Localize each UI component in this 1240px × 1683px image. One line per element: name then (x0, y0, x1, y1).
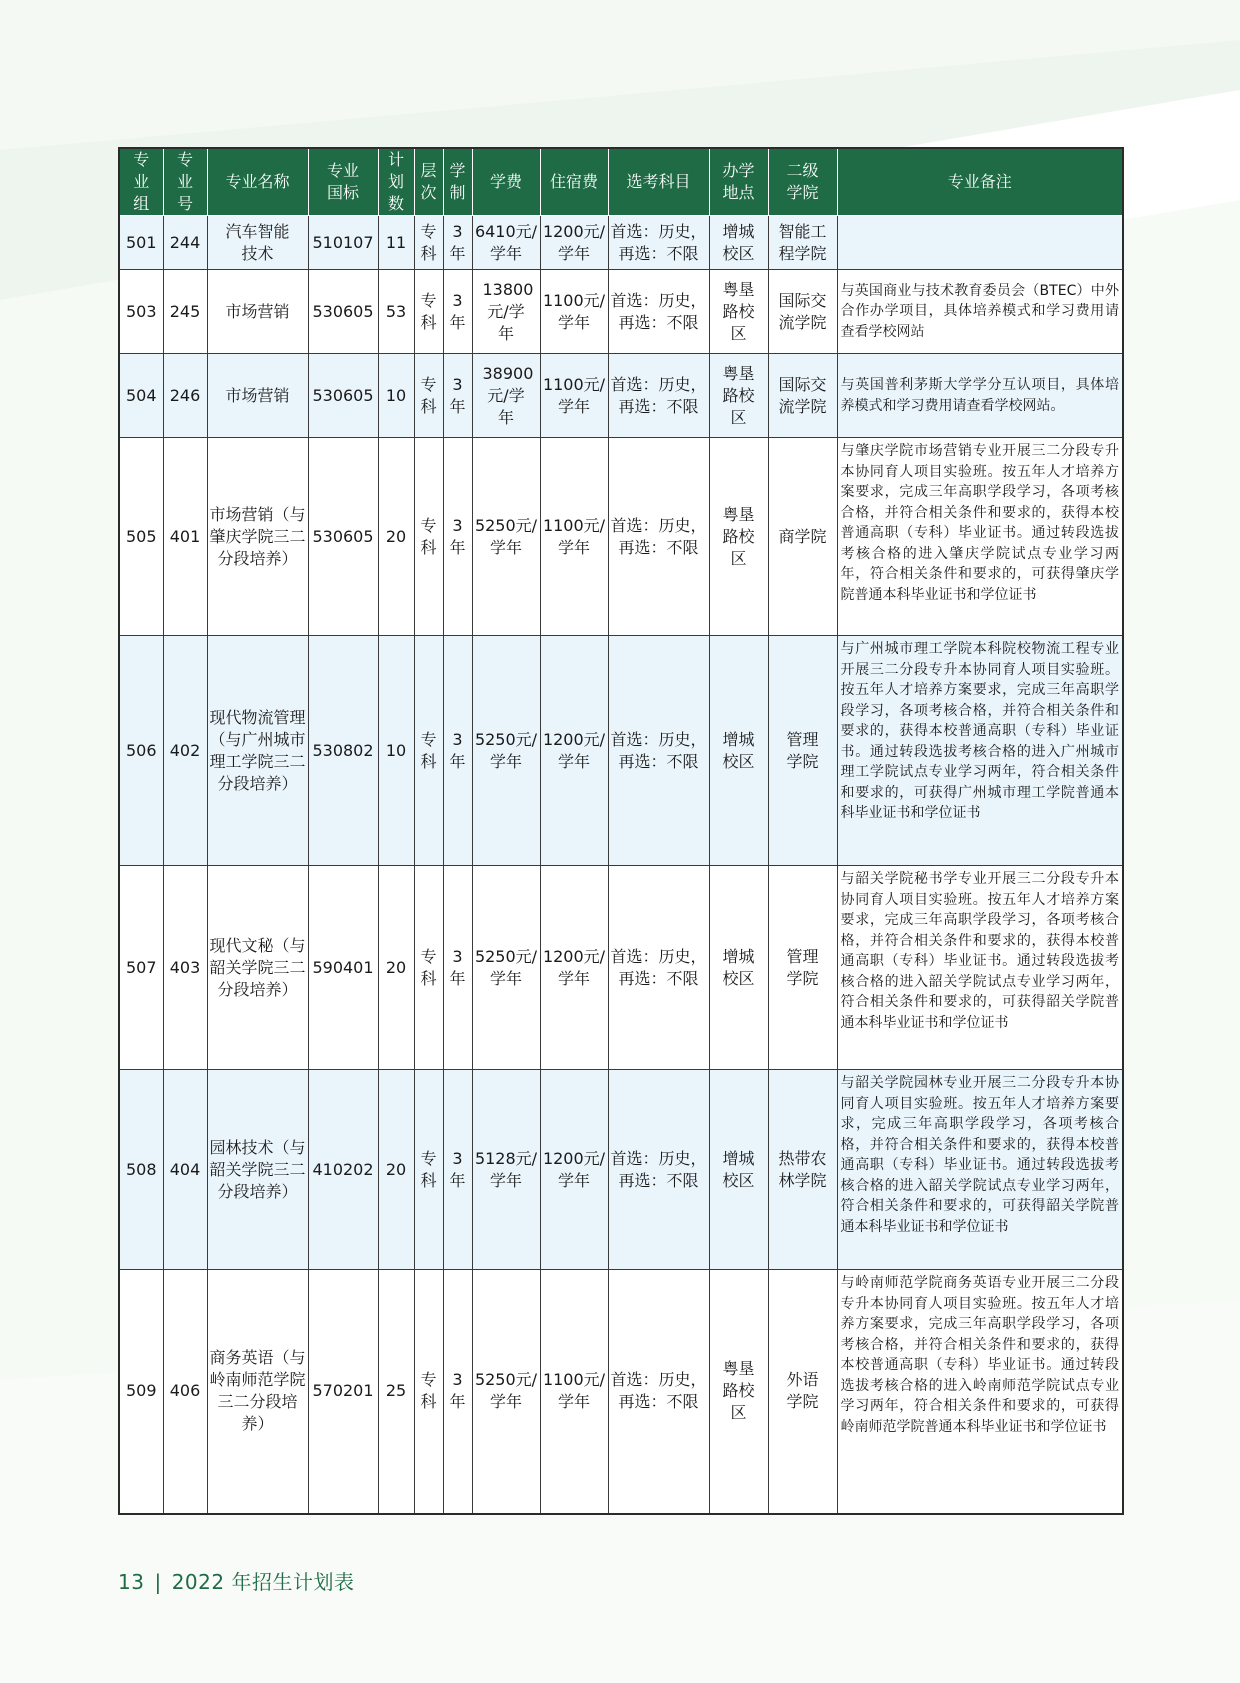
cell-subjects: 首选：历史，再选：不限 (608, 354, 709, 438)
cell-code: 404 (163, 1070, 207, 1270)
cell-remark (837, 216, 1123, 270)
cell-dorm: 1200元/学年 (540, 636, 608, 866)
cell-remark: 与英国普利茅斯大学学分互认项目，具体培养模式和学习费用请查看学校网站。 (837, 354, 1123, 438)
cell-dorm: 1200元/学年 (540, 216, 608, 270)
cell-fee: 5250元/学年 (472, 438, 540, 636)
cell-college: 管理学院 (768, 866, 837, 1070)
cell-name: 市场营销（与肇庆学院三二分段培养） (207, 438, 308, 636)
cell-dorm: 1100元/学年 (540, 438, 608, 636)
cell-plan: 25 (378, 1270, 414, 1514)
table-row (119, 438, 1123, 636)
cell-name: 商务英语（与岭南师范学院三二分段培养） (207, 1270, 308, 1514)
cell-fee: 5128元/学年 (472, 1070, 540, 1270)
cell-dorm: 1100元/学年 (540, 354, 608, 438)
cell-years: 3年 (443, 438, 472, 636)
header-std: 专业国标 (308, 148, 378, 216)
cell-name: 市场营销 (207, 270, 308, 354)
cell-group: 503 (119, 270, 163, 354)
cell-fee: 5250元/学年 (472, 866, 540, 1070)
table-header-row (119, 148, 1123, 216)
cell-name: 现代文秘（与韶关学院三二分段培养） (207, 866, 308, 1070)
cell-name: 市场营销 (207, 354, 308, 438)
cell-subjects: 首选：历史，再选：不限 (608, 270, 709, 354)
cell-dorm: 1100元/学年 (540, 270, 608, 354)
cell-group: 505 (119, 438, 163, 636)
cell-college: 国际交流学院 (768, 270, 837, 354)
cell-subjects: 首选：历史，再选：不限 (608, 438, 709, 636)
cell-college: 商学院 (768, 438, 837, 636)
cell-fee: 5250元/学年 (472, 1270, 540, 1514)
enrollment-plan-table (118, 147, 1124, 1515)
cell-level: 专科 (414, 1270, 443, 1514)
cell-plan: 10 (378, 636, 414, 866)
cell-remark: 与韶关学院秘书学专业开展三二分段专升本协同育人项目实验班。按五年人才培养方案要求，完成三年高职学段学习，各项考核合格，并符合相关条件和要求的，获得本校普通高职（专科）毕业证书。通过转段选拔考核合格的进入韶关学院试点专业学习两年，符合相关条件和要求的，可获得韶关学院普通本科毕业证书和学位证书 (837, 866, 1123, 1070)
table-row (119, 270, 1123, 354)
cell-group: 507 (119, 866, 163, 1070)
cell-years: 3年 (443, 1270, 472, 1514)
cell-fee: 5250元/学年 (472, 636, 540, 866)
cell-code: 401 (163, 438, 207, 636)
cell-campus: 粤垦路校区 (709, 1270, 768, 1514)
table-row (119, 1270, 1123, 1514)
cell-years: 3年 (443, 270, 472, 354)
header-years: 学制 (443, 148, 472, 216)
cell-name: 汽车智能技术 (207, 216, 308, 270)
document-title: 2022 年招生计划表 (171, 1570, 355, 1594)
cell-college: 热带农林学院 (768, 1070, 837, 1270)
cell-group: 501 (119, 216, 163, 270)
cell-subjects: 首选：历史，再选：不限 (608, 866, 709, 1070)
cell-plan: 20 (378, 1070, 414, 1270)
cell-campus: 增城校区 (709, 636, 768, 866)
header-group: 专业组 (119, 148, 163, 216)
table-row (119, 354, 1123, 438)
cell-remark: 与岭南师范学院商务英语专业开展三二分段专升本协同育人项目实验班。按五年人才培养方案要求，完成三年高职学段学习，各项考核合格，并符合相关条件和要求的，获得本校普通高职（专科）毕业证书。通过转段选拔考核合格的进入岭南师范学院试点专业学习两年，符合相关条件和要求的，可获得岭南师范学院普通本科毕业证书和学位证书 (837, 1270, 1123, 1514)
cell-dorm: 1200元/学年 (540, 866, 608, 1070)
header-college: 二级学院 (768, 148, 837, 216)
header-remark: 专业备注 (837, 148, 1123, 216)
page-number: 13 (118, 1570, 145, 1594)
table-row (119, 216, 1123, 270)
cell-campus: 增城校区 (709, 866, 768, 1070)
cell-std: 530605 (308, 270, 378, 354)
header-level: 层次 (414, 148, 443, 216)
cell-remark: 与肇庆学院市场营销专业开展三二分段专升本协同育人项目实验班。按五年人才培养方案要求，完成三年高职学段学习，各项考核合格，并符合相关条件和要求的，获得本校普通高职（专科）毕业证书。通过转段选拔考核合格的进入肇庆学院试点专业学习两年，符合相关条件和要求的，可获得肇庆学院普通本科毕业证书和学位证书 (837, 438, 1123, 636)
cell-group: 506 (119, 636, 163, 866)
cell-std: 530605 (308, 354, 378, 438)
cell-dorm: 1200元/学年 (540, 1070, 608, 1270)
cell-subjects: 首选：历史，再选：不限 (608, 1070, 709, 1270)
cell-code: 246 (163, 354, 207, 438)
page-footer (118, 1566, 354, 1595)
cell-fee: 13800元/学年 (472, 270, 540, 354)
header-plan: 计划数 (378, 148, 414, 216)
cell-plan: 20 (378, 866, 414, 1070)
cell-years: 3年 (443, 866, 472, 1070)
footer-separator: | (154, 1570, 162, 1594)
header-dorm: 住宿费 (540, 148, 608, 216)
cell-campus: 粤垦路校区 (709, 438, 768, 636)
cell-fee: 38900元/学年 (472, 354, 540, 438)
cell-remark: 与韶关学院园林专业开展三二分段专升本协同育人项目实验班。按五年人才培养方案要求，完成三年高职学段学习，各项考核合格，并符合相关条件和要求的，获得本校普通高职（专科）毕业证书。通过转段选拔考核合格的进入韶关学院试点专业学习两年，符合相关条件和要求的，可获得韶关学院普通本科毕业证书和学位证书 (837, 1070, 1123, 1270)
cell-campus: 粤垦路校区 (709, 270, 768, 354)
cell-std: 530802 (308, 636, 378, 866)
cell-level: 专科 (414, 866, 443, 1070)
cell-years: 3年 (443, 216, 472, 270)
cell-fee: 6410元/学年 (472, 216, 540, 270)
cell-level: 专科 (414, 636, 443, 866)
header-subjects: 选考科目 (608, 148, 709, 216)
cell-code: 245 (163, 270, 207, 354)
header-code: 专业号 (163, 148, 207, 216)
header-fee: 学费 (472, 148, 540, 216)
cell-plan: 11 (378, 216, 414, 270)
cell-group: 508 (119, 1070, 163, 1270)
cell-code: 244 (163, 216, 207, 270)
cell-college: 智能工程学院 (768, 216, 837, 270)
cell-level: 专科 (414, 270, 443, 354)
cell-name: 现代物流管理（与广州城市理工学院三二分段培养） (207, 636, 308, 866)
cell-college: 外语学院 (768, 1270, 837, 1514)
enrollment-plan-table-container (118, 147, 1122, 1515)
table-row (119, 1070, 1123, 1270)
cell-std: 590401 (308, 866, 378, 1070)
cell-subjects: 首选：历史，再选：不限 (608, 216, 709, 270)
cell-std: 410202 (308, 1070, 378, 1270)
cell-name: 园林技术（与韶关学院三二分段培养） (207, 1070, 308, 1270)
cell-group: 504 (119, 354, 163, 438)
cell-remark: 与英国商业与技术教育委员会（BTEC）中外合作办学项目，具体培养模式和学习费用请查看学校网站 (837, 270, 1123, 354)
header-name: 专业名称 (207, 148, 308, 216)
cell-years: 3年 (443, 1070, 472, 1270)
cell-plan: 10 (378, 354, 414, 438)
cell-years: 3年 (443, 636, 472, 866)
cell-years: 3年 (443, 354, 472, 438)
cell-std: 530605 (308, 438, 378, 636)
header-campus: 办学地点 (709, 148, 768, 216)
cell-std: 510107 (308, 216, 378, 270)
cell-code: 403 (163, 866, 207, 1070)
cell-level: 专科 (414, 354, 443, 438)
cell-plan: 20 (378, 438, 414, 636)
cell-subjects: 首选：历史，再选：不限 (608, 636, 709, 866)
cell-code: 402 (163, 636, 207, 866)
cell-remark: 与广州城市理工学院本科院校物流工程专业开展三二分段专升本协同育人项目实验班。按五年人才培养方案要求，完成三年高职学段学习，各项考核合格，并符合相关条件和要求的，获得本校普通高职（专科）毕业证书。通过转段选拔考核合格的进入广州城市理工学院试点专业学习两年，符合相关条件和要求的，可获得广州城市理工学院普通本科毕业证书和学位证书 (837, 636, 1123, 866)
cell-campus: 增城校区 (709, 216, 768, 270)
cell-group: 509 (119, 1270, 163, 1514)
table-row (119, 636, 1123, 866)
table-row (119, 866, 1123, 1070)
cell-campus: 粤垦路校区 (709, 354, 768, 438)
cell-subjects: 首选：历史，再选：不限 (608, 1270, 709, 1514)
cell-dorm: 1100元/学年 (540, 1270, 608, 1514)
cell-plan: 53 (378, 270, 414, 354)
cell-campus: 增城校区 (709, 1070, 768, 1270)
cell-std: 570201 (308, 1270, 378, 1514)
cell-college: 国际交流学院 (768, 354, 837, 438)
cell-college: 管理学院 (768, 636, 837, 866)
cell-level: 专科 (414, 216, 443, 270)
cell-level: 专科 (414, 1070, 443, 1270)
cell-code: 406 (163, 1270, 207, 1514)
cell-level: 专科 (414, 438, 443, 636)
